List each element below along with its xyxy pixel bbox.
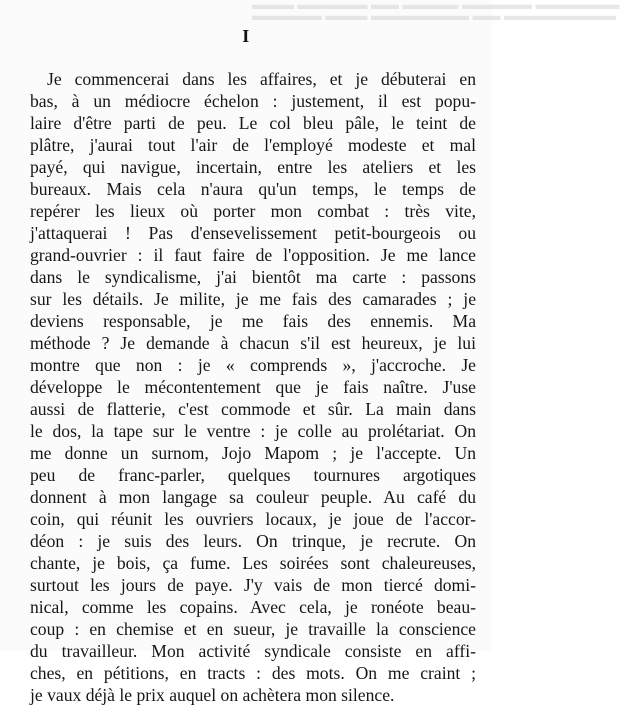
text-line: bas, à un médiocre échelon : justement, il est popu- (30, 91, 476, 111)
text-line: plâtre, j'aurai tout l'air de l'employé modeste et mal (30, 135, 476, 155)
text-line: coup : en chemise et en sueur, je travaille la conscience (30, 619, 476, 639)
text-line: aussi de flatterie, c'est commode et sûr. La main dans (30, 399, 476, 419)
text-line: Je commencerai dans les affaires, et je débuterai en (47, 69, 476, 89)
text-line: du travailleur. Mon activité syndicale consiste en affi- (30, 641, 476, 661)
text-line: laire d'être parti de peu. Le col bleu pâle, le teint de (30, 113, 476, 133)
text-line: ches, en pétitions, en tracts : des mots. On me craint ; (30, 663, 476, 683)
text-line: deviens responsable, je me fais des ennemis. Ma (30, 311, 476, 331)
text-line: chante, je bois, ça fume. Les soirées sont chaleureuses, (30, 553, 476, 573)
show-through-text: ▬▬▬ ▬▬▬▬▬ ▬▬ ▬▬▬▬ ▬▬▬▬▬ ▬▬▬▬▬▬ ▬▬▬▬▬ ▬▬▬ ▬▬▬▬▬▬▬ ▬▬ ▬▬▬▬▬▬▬▬ (252, 0, 620, 24)
text-line: donnent à mon langage sa couleur peuple. Au café du (30, 487, 476, 507)
text-line: grand-ouvrier : il faut faire de l'opposition. Je me lance (30, 245, 476, 265)
text-line: montre que non : je « comprends », j'accroche. Je (30, 355, 476, 375)
text-line: coin, qui réunit les ouvriers locaux, je joue de l'accor- (30, 509, 476, 529)
text-line: méthode ? Je demande à chacun s'il est heureux, je lui (30, 333, 476, 353)
text-line: surtout les jours de paye. J'y vais de mon tiercé domi- (30, 575, 476, 595)
text-line: peu de franc-parler, quelques tournures argotiques (30, 465, 476, 485)
text-line: développe le mécontentement que je fais naître. J'use (30, 377, 476, 397)
text-line: bureaux. Mais cela n'aura qu'un temps, le temps de (30, 179, 476, 199)
text-line: le dos, la tape sur le ventre : je colle au prolétariat. On (30, 421, 476, 441)
text-line: je vaux déjà le prix auquel on achètera mon silence. (30, 685, 395, 705)
text-line: payé, qui navigue, incertain, entre les ateliers et les (30, 157, 476, 177)
text-line: nical, comme les copains. Avec cela, je ronéote beau- (30, 597, 476, 617)
body-paragraph (30, 68, 476, 706)
text-line: repérer les lieux où porter mon combat : très vite, (30, 201, 476, 221)
text-line: déon : je suis des leurs. On trinque, je recrute. On (30, 531, 476, 551)
text-line: sur les détails. Je milite, je me fais des camarades ; je (30, 289, 476, 309)
text-line: dans le syndicalisme, j'ai bientôt ma carte : passons (30, 267, 476, 287)
text-line: me donne un surnom, Jojo Mapom ; je l'accepte. Un (30, 443, 476, 463)
chapter-heading: I (242, 26, 250, 46)
text-line: j'attaquerai ! Pas d'ensevelissement petit-bourgeois ou (30, 223, 476, 243)
